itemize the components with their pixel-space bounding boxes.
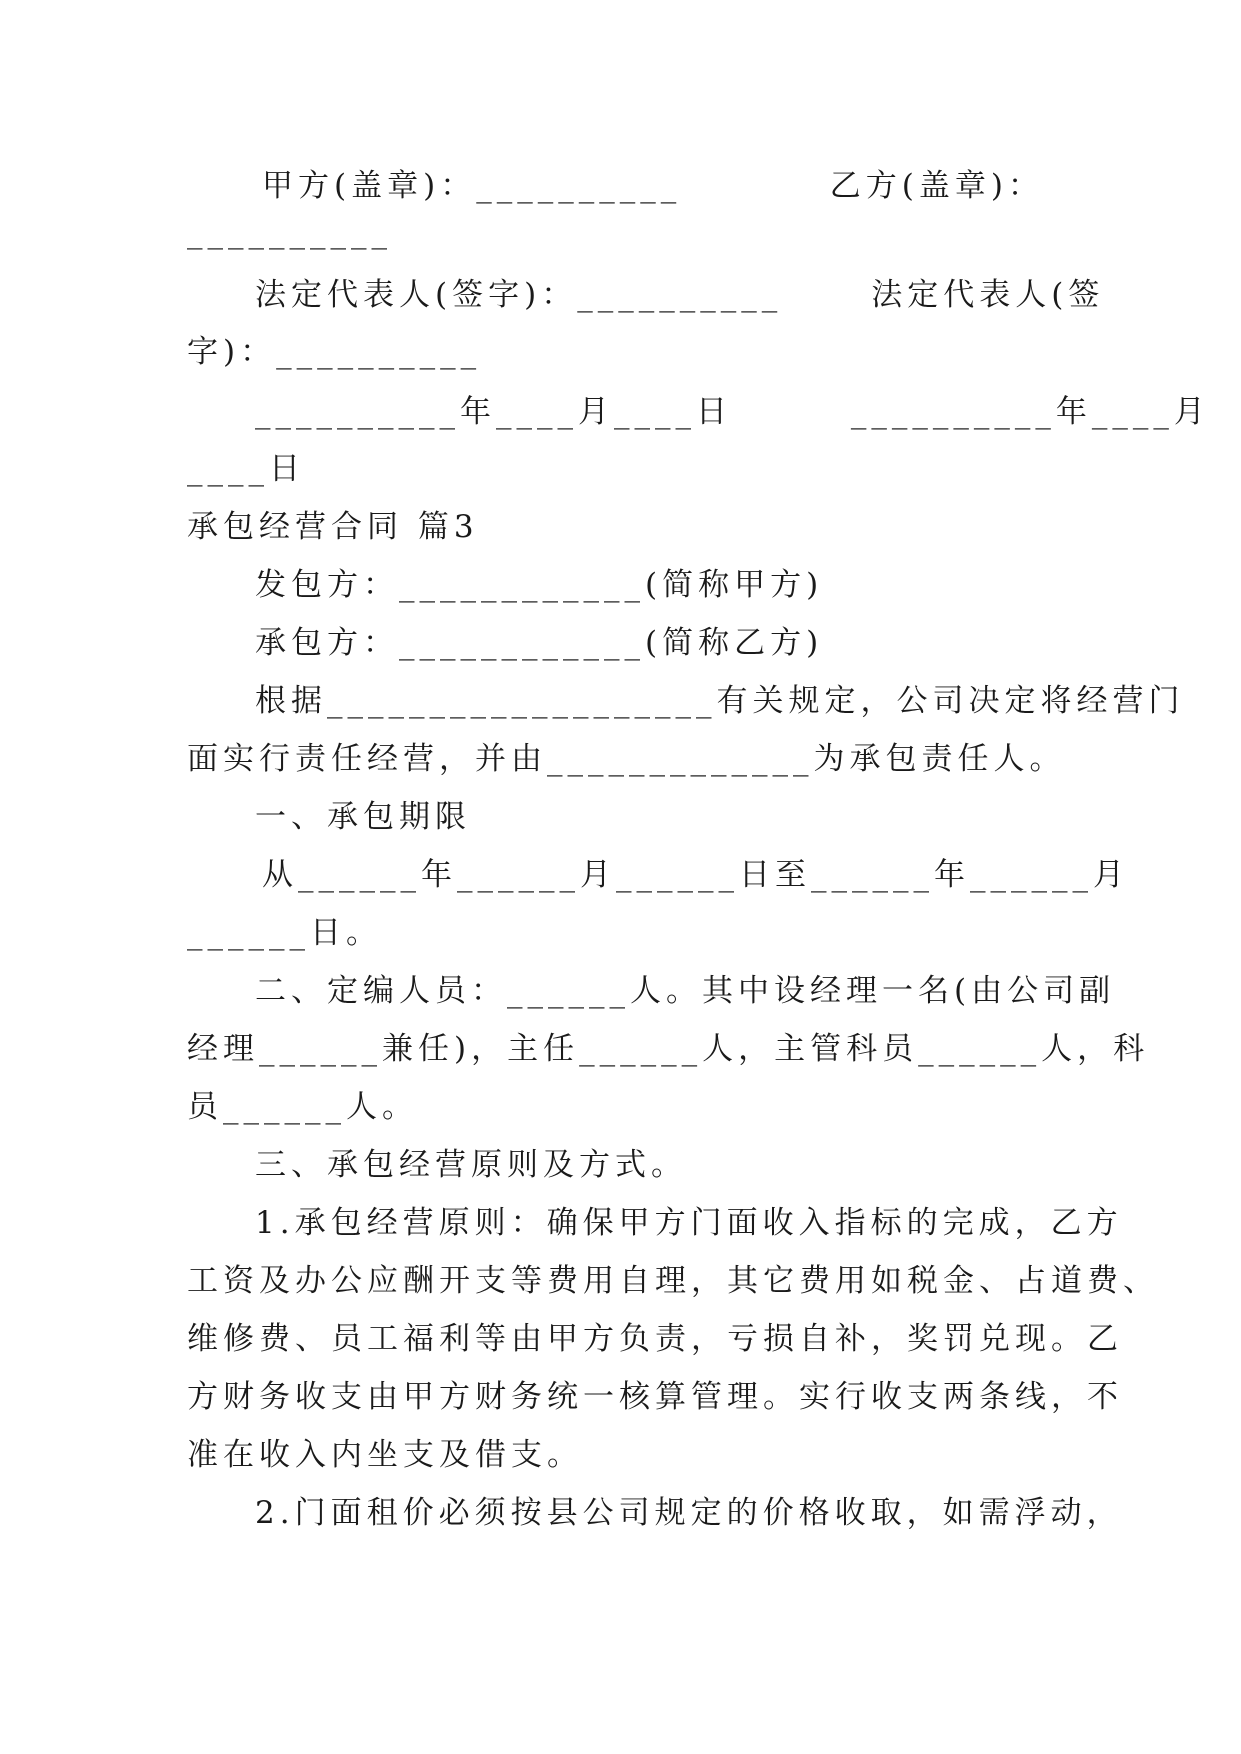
legal-rep-line-cont: 字)：__________ bbox=[187, 334, 482, 370]
date-line: __________年____月____日 __________年____月 bbox=[255, 394, 1210, 430]
date-line-cont: ____日 bbox=[187, 451, 305, 487]
principles-heading: 三、承包经营原则及方式。 bbox=[255, 1147, 687, 1183]
paragraph-1-line-5: 准在收入内坐支及借支。 bbox=[187, 1437, 583, 1473]
signature-party-line: 甲方(盖章)：__________ 乙方(盖章)： bbox=[262, 168, 1044, 204]
contractor-line: 发包方：____________(简称甲方) bbox=[255, 567, 824, 603]
paragraph-1-line-2: 工资及办公应酬开支等费用自理，其它费用如税金、占道费、 bbox=[187, 1263, 1159, 1299]
staff-line-cont2: 员______人。 bbox=[187, 1089, 418, 1125]
paragraph-2-line-1: 2.门面租价必须按县公司规定的价格收取，如需浮动， bbox=[255, 1495, 1123, 1531]
signature-party-line-cont: __________ bbox=[187, 214, 392, 250]
basis-line: 根据___________________有关规定，公司决定将经营门 bbox=[255, 683, 1185, 719]
term-line: 从______年______月______日至______年______月 bbox=[262, 857, 1129, 893]
contractee-line: 承包方：____________(简称乙方) bbox=[255, 625, 824, 661]
term-line-cont: ______日。 bbox=[187, 915, 382, 951]
section-title: 承包经营合同 篇3 bbox=[187, 509, 479, 545]
staff-line-cont1: 经理______兼任)，主任______人，主管科员______人，科 bbox=[187, 1031, 1150, 1067]
basis-line-cont: 面实行责任经营，并由_____________为承包责任人。 bbox=[187, 741, 1066, 777]
paragraph-1-line-4: 方财务收支由甲方财务统一核算管理。实行收支两条线，不 bbox=[187, 1379, 1123, 1415]
paragraph-1-line-3: 维修费、员工福利等由甲方负责，亏损自补，奖罚兑现。乙 bbox=[187, 1321, 1123, 1357]
legal-rep-line: 法定代表人(签字)：__________ 法定代表人(签 bbox=[255, 277, 1105, 313]
paragraph-1-line-1: 1.承包经营原则：确保甲方门面收入指标的完成，乙方 bbox=[255, 1205, 1123, 1241]
term-heading: 一、承包期限 bbox=[255, 799, 471, 835]
staff-line: 二、定编人员：______人。其中设经理一名(由公司副 bbox=[255, 973, 1116, 1009]
